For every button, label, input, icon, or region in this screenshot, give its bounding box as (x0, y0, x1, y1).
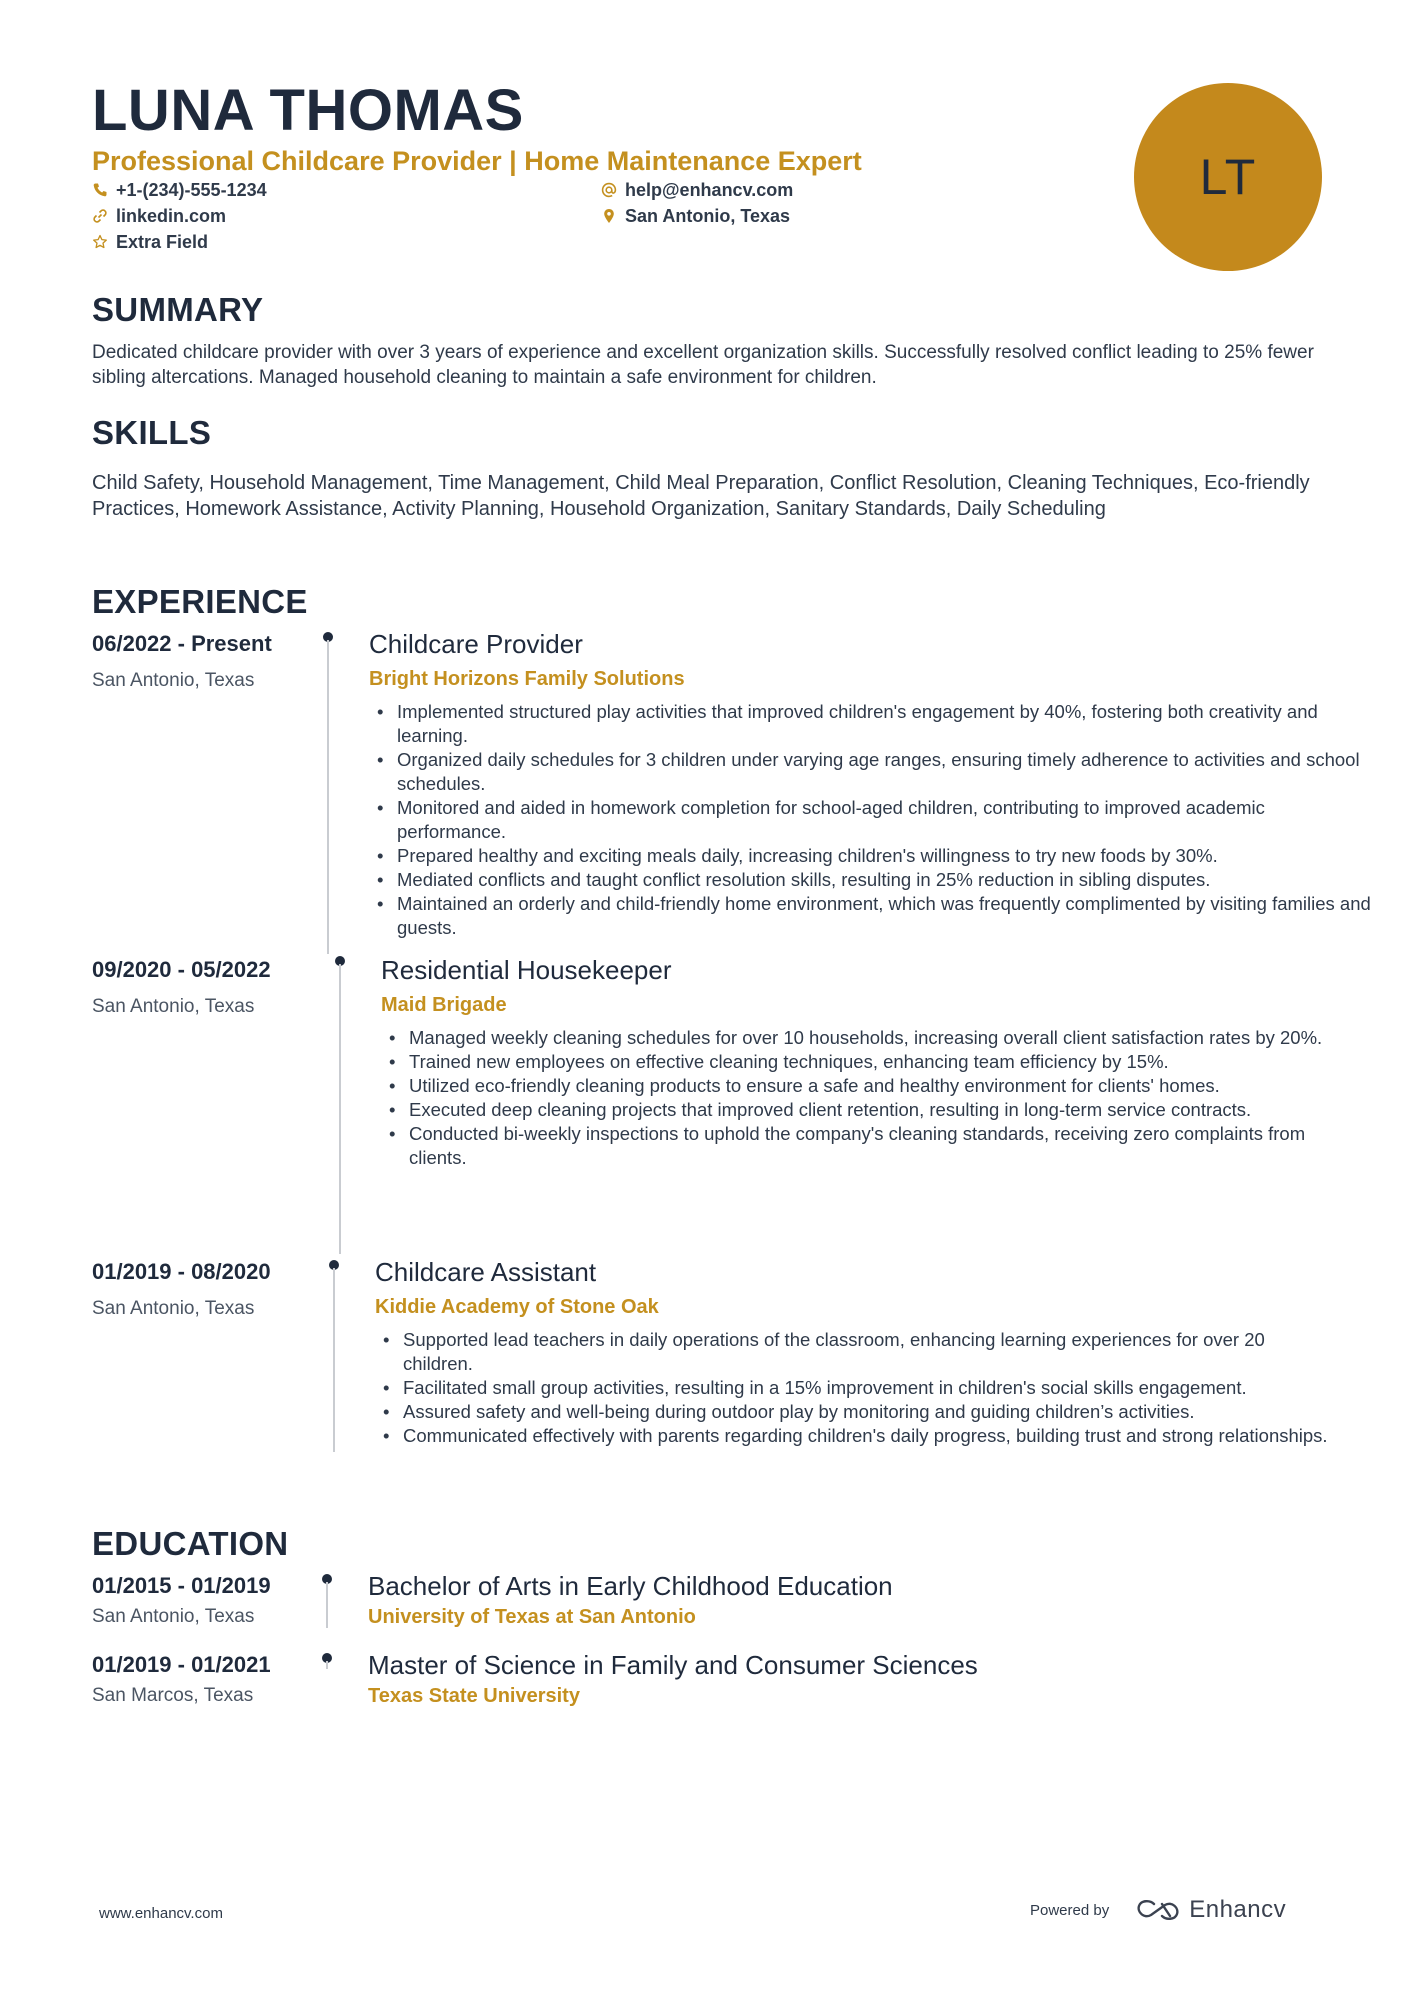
bullet-item: • Communicated effectively with parents regarding children's daily progress, building trust and strong relationships. (403, 1424, 1338, 1448)
bullet-item: • Facilitated small group activities, resulting in a 15% improvement in children's social skills engagement. (403, 1376, 1338, 1400)
bullet-item: • Supported lead teachers in daily operations of the classroom, enhancing learning experiences for over 20 children. (403, 1328, 1338, 1376)
experience-dates: 01/2019 - 08/2020 (92, 1259, 271, 1284)
contact-linkedin-text: linkedin.com (116, 206, 227, 226)
link-icon (92, 208, 108, 224)
experience-company: Bright Horizons Family Solutions (369, 668, 685, 690)
contact-email[interactable] (601, 178, 793, 202)
timeline-line (326, 1582, 328, 1628)
experience-company: Maid Brigade (381, 994, 507, 1016)
bullet-item: • Assured safety and well-being during outdoor play by monitoring and guiding children’s activities. (403, 1400, 1338, 1424)
enhancv-logo-text: Enhancv (1189, 1896, 1287, 1923)
bullet-item: • Trained new employees on effective cleaning techniques, enhancing team efficiency by 15%. (409, 1050, 1344, 1074)
experience-bullets (369, 700, 1372, 940)
at-sign-icon (601, 182, 617, 198)
experience-role: Residential Housekeeper (381, 955, 672, 985)
bullet-item: • Organized daily schedules for 3 children under varying age ranges, ensuring timely adherence to activities and school schedules. (397, 748, 1372, 796)
experience-location: San Antonio, Texas (92, 996, 255, 1017)
summary-heading: SUMMARY (92, 291, 264, 328)
experience-role: Childcare Provider (369, 629, 583, 659)
experience-bullets (375, 1328, 1338, 1448)
bullet-item: • Maintained an orderly and child-friendly home environment, which was frequently complimented by visiting families and guests. (397, 892, 1372, 940)
summary-text: Dedicated childcare provider with over 3 years of experience and excellent organization skills. Successfully resolved conflict leading to 25% fewer sibling altercations. Managed household cleaning to maintain a safe environment for children. (92, 342, 1314, 388)
enhancv-logo[interactable] (1135, 1896, 1286, 1924)
education-dates: 01/2019 - 01/2021 (92, 1652, 271, 1677)
skills-text: Child Safety, Household Management, Time Management, Child Meal Preparation, Conflict Resolution, Cleaning Techniques, Eco-friendly Practices, Homework Assistance, Activity Planning, Household Organization, Sanitary Standards, Daily Scheduling (92, 472, 1310, 520)
contact-linkedin[interactable] (92, 204, 226, 228)
contact-location-text: San Antonio, Texas (625, 206, 791, 226)
phone-icon (92, 182, 108, 198)
experience-location: San Antonio, Texas (92, 670, 255, 691)
map-pin-icon (601, 208, 617, 224)
education-location: San Marcos, Texas (92, 1685, 254, 1706)
bullet-item: • Conducted bi-weekly inspections to uphold the company's cleaning standards, receiving zero complaints from clients. (409, 1122, 1344, 1170)
experience-heading: EXPERIENCE (92, 583, 308, 620)
experience-dates: 06/2022 - Present (92, 631, 272, 656)
education-heading: EDUCATION (92, 1525, 289, 1562)
star-icon (92, 234, 108, 250)
avatar (1134, 83, 1322, 271)
education-school: University of Texas at San Antonio (368, 1606, 696, 1628)
timeline-line (327, 640, 329, 954)
bullet-item: • Mediated conflicts and taught conflict resolution skills, resulting in 25% reduction in sibling disputes. (397, 868, 1372, 892)
skills-heading: SKILLS (92, 414, 212, 451)
footer-branding (1030, 1896, 1286, 1924)
experience-bullets (381, 1026, 1344, 1170)
timeline-line (333, 1268, 335, 1452)
candidate-name: LUNA THOMAS (92, 78, 524, 143)
avatar-initials: LT (1199, 149, 1257, 205)
contact-location (601, 204, 790, 228)
experience-location: San Antonio, Texas (92, 1298, 255, 1319)
contact-phone-text: +1-(234)-555-1234 (116, 180, 267, 200)
bullet-item: • Implemented structured play activities that improved children's engagement by 40%, fostering both creativity and learning. (397, 700, 1372, 748)
bullet-item: • Monitored and aided in homework completion for school-aged children, contributing to improved academic performance. (397, 796, 1372, 844)
enhancv-logo-icon (1135, 1899, 1181, 1921)
candidate-headline: Professional Childcare Provider | Home Maintenance Expert (92, 146, 862, 176)
timeline-line (326, 1661, 328, 1669)
bullet-item: • Prepared healthy and exciting meals daily, increasing children's willingness to try new foods by 30%. (397, 844, 1372, 868)
contact-extra (92, 230, 208, 254)
education-degree: Master of Science in Family and Consumer Sciences (368, 1650, 978, 1680)
contact-phone[interactable] (92, 178, 267, 202)
contact-extra-text: Extra Field (116, 232, 209, 252)
timeline-line (339, 964, 341, 1254)
experience-dates: 09/2020 - 05/2022 (92, 957, 271, 982)
education-location: San Antonio, Texas (92, 1606, 255, 1627)
education-degree: Bachelor of Arts in Early Childhood Education (368, 1571, 893, 1601)
experience-company: Kiddie Academy of Stone Oak (375, 1296, 659, 1318)
education-dates: 01/2015 - 01/2019 (92, 1573, 271, 1598)
bullet-item: • Utilized eco-friendly cleaning products to ensure a safe and healthy environment for clients' homes. (409, 1074, 1344, 1098)
education-school: Texas State University (368, 1685, 580, 1707)
footer-website[interactable]: www.enhancv.com (99, 1905, 223, 1922)
bullet-item: • Managed weekly cleaning schedules for over 10 households, increasing overall client satisfaction rates by 20%. (409, 1026, 1344, 1050)
powered-by-label: Powered by (1030, 1901, 1110, 1919)
contact-email-text: help@enhancv.com (625, 180, 794, 200)
experience-role: Childcare Assistant (375, 1257, 597, 1287)
bullet-item: • Executed deep cleaning projects that improved client retention, resulting in long-term service contracts. (409, 1098, 1344, 1122)
